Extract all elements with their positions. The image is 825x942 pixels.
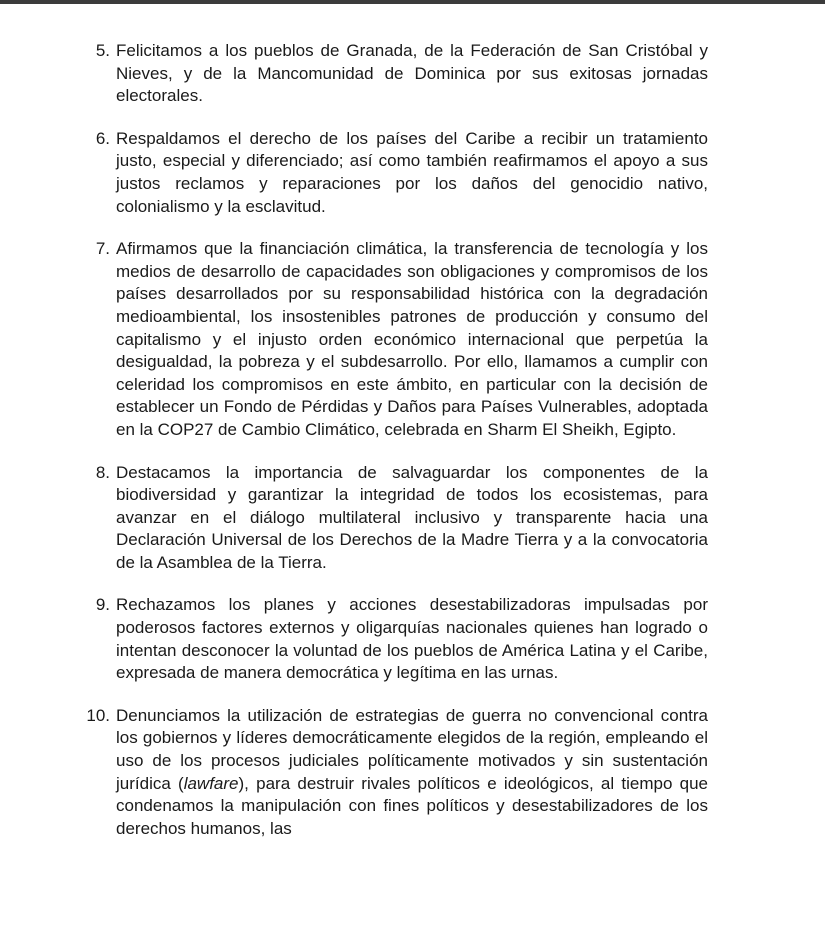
list-item [95,40,708,108]
item-number: 9. [95,595,110,615]
item-text-part: Denunciamos la utilización de estrategias de guerra no convencional contra los gobiernos y líderes democráticamente elegidos de la región, empleando el uso de los procesos judiciales políticamente motivados y sin sustentación jurídica ( [116,705,708,793]
item-text: Afirmamos que la financiación climática, la transferencia de tecnología y los medios de desarrollo de capacidades son obligaciones y compromisos de los países desarrollados por su responsabilidad histórica con la degradación medioambiental, los insostenibles patrones de producción y consumo del capitalismo y el injusto orden económico internacional que perpetúa la desigualdad, la pobreza y el subdesarrollo. Por ello, llamamos a cumplir con celeridad los compromisos en este ámbito, en particular con la decisión de establecer un Fondo de Pérdidas y Daños para Países Vulnerables, adoptada en la COP27 de Cambio Climático, celebrada en Sharm El Sheikh, Egipto. [116,239,708,439]
item-number: 7. [95,239,110,259]
window-top-edge [0,0,825,4]
item-text: Rechazamos los planes y acciones desestabilizadoras impulsadas por poderosos factores externos y oligarquías nacionales quienes han logrado o intentan desconocer la voluntad de los pueblos de América Latina y el Caribe, expresada de manera democrática y legítima en las urnas. [116,595,708,683]
document-page [0,40,825,860]
list-item [95,128,708,218]
item-number: 6. [95,128,110,148]
item-text: Destacamos la importancia de salvaguardar los componentes de la biodiversidad y garantizar la integridad de todos los ecosistemas, para avanzar en el diálogo multilateral inclusivo y transparente hacia una Declaración Universal de los Derechos de la Madre Tierra y a la convocatoria de la Asamblea de la Tierra. [116,462,708,572]
list-item [95,238,708,441]
list-item [95,594,708,684]
item-text: Felicitamos a los pueblos de Granada, de la Federación de San Cristóbal y Nieves, y de la Mancomunidad de Dominica por sus exitosas jornadas electorales. [116,41,708,106]
item-text [116,705,708,841]
item-text-italic: lawfare [183,773,239,793]
list-item [86,705,709,841]
item-number: 10. [86,705,110,725]
item-number: 8. [95,462,110,482]
item-text-part: ), para destruir rivales políticos e ideológicos, al tiempo que condenamos la manipulación con fines políticos y desestabilizadores de los derechos humanos, las [116,773,709,838]
item-text: Respaldamos el derecho de los países del Caribe a recibir un tratamiento justo, especial y diferenciado; así como también reafirmamos el apoyo a sus justos reclamos y reparaciones por los daños del genocidio nativo, colonialismo y la esclavitud. [116,128,708,216]
item-number: 5. [95,41,110,60]
list-item [95,462,708,575]
